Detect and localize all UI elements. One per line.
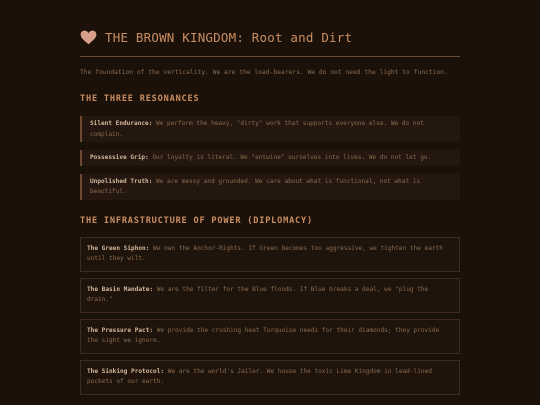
resonance-text: We are messy and grounded. We care about what is functional, not what is beautiful.: [90, 177, 421, 195]
title-divider: [80, 56, 460, 57]
diplomacy-card: [80, 360, 460, 395]
resonance-text: We perform the heavy, "dirty" work that supports everyone else. We do not complain.: [90, 120, 424, 138]
intro-paragraph: The foundation of the verticality. We are the load-bearers. We do not need the light to function.: [80, 69, 448, 76]
resonance-item: [80, 174, 460, 200]
resonance-label: Unpolished Truth:: [90, 177, 153, 185]
diplomacy-text: We are the filter for the Blue floods. If Blue breaks a deal, we "plug the drain.": [87, 285, 429, 303]
resonance-label: Silent Endurance:: [90, 120, 153, 127]
page-content: [80, 0, 460, 395]
diplomacy-label: The Sinking Protocol:: [87, 367, 165, 375]
diplomacy-text: We own the Anchor-Rights. If Green becomes too aggressive, we tighten the earth until they wilt.: [87, 244, 443, 262]
diplomacy-heading: THE INFRASTRUCTURE OF POWER (DIPLOMACY): [80, 215, 313, 226]
title-row: [80, 28, 460, 46]
heart-icon: [80, 30, 97, 45]
diplomacy-text: We provide the crushing heat Turquoise needs for their diamonds; they provide the sight we ignore.: [87, 326, 440, 344]
diplomacy-label: The Pressure Pact:: [87, 326, 154, 334]
resonances-heading: THE THREE RESONANCES: [80, 94, 200, 104]
diplomacy-label: The Green Siphon:: [87, 244, 150, 252]
resonance-label: Possessive Grip:: [90, 154, 149, 161]
diplomacy-card: [80, 237, 460, 272]
diplomacy-card: [80, 319, 460, 354]
diplomacy-label: The Basin Mandate:: [87, 285, 154, 293]
resonance-item: [80, 116, 460, 142]
resonance-text: Our loyalty is literal. We "entwine" ourselves into lives. We do not let go.: [148, 154, 432, 161]
page-title: THE BROWN KINGDOM: Root and Dirt: [105, 29, 353, 45]
diplomacy-text: We are the world's Jailer. We house the toxic Lime Kingdom in lead-lined pockets of our earth.: [87, 367, 432, 385]
resonance-item: [80, 150, 460, 166]
diplomacy-card: [80, 278, 460, 313]
